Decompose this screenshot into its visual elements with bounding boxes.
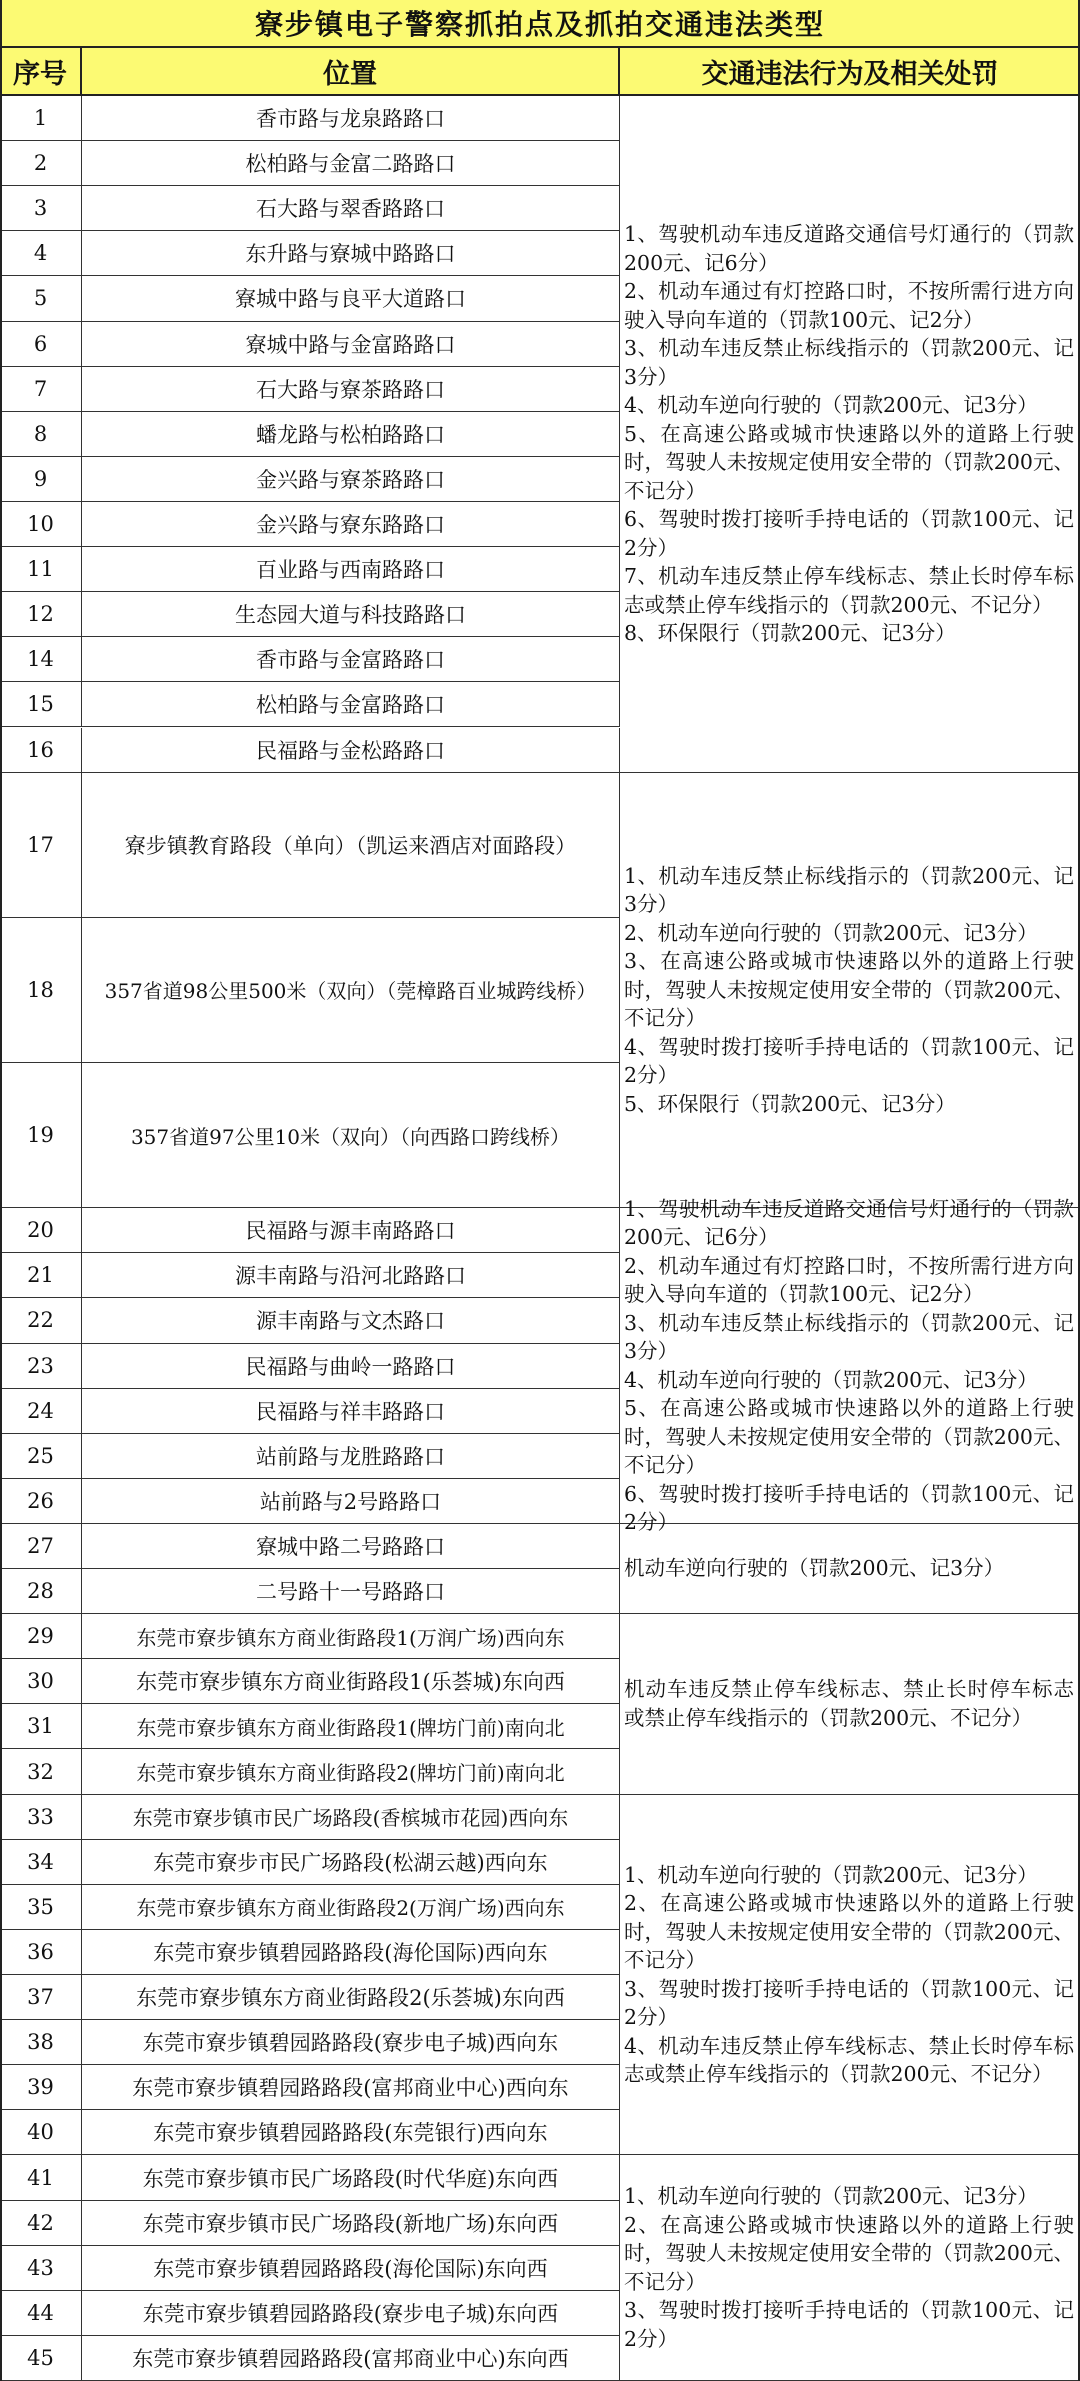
penalty-text: 1、机动车逆向行驶的（罚款200元、记3分） 2、在高速公路或城市快速路以外的道路上行驶时，驾驶人未按规定使用安全带的（罚款200元、不记分） 3、驾驶时拨打接听手持电话的（罚款100元、记2分） <box>624 2184 1074 2351</box>
row-number: 6 <box>0 322 82 367</box>
row-location: 石大路与寮茶路路口 <box>82 367 620 412</box>
header-violation: 交通违法行为及相关处罚 <box>620 48 1080 96</box>
row-number: 40 <box>0 2110 82 2155</box>
row-location: 站前路与龙胜路路口 <box>82 1434 620 1479</box>
row-location: 东莞市寮步镇东方商业街路段2(乐荟城)东向西 <box>82 1975 620 2020</box>
row-location: 东莞市寮步市民广场路段(松湖云越)西向东 <box>82 1840 620 1885</box>
row-number: 32 <box>0 1749 82 1794</box>
row-number: 29 <box>0 1614 82 1659</box>
penalty-group <box>620 96 1080 773</box>
row-location: 蟠龙路与松柏路路口 <box>82 412 620 457</box>
row-location: 民福路与祥丰路路口 <box>82 1389 620 1434</box>
row-location: 东莞市寮步镇市民广场路段(新地广场)东向西 <box>82 2201 620 2246</box>
row-location: 东莞市寮步镇市民广场路段(时代华庭)东向西 <box>82 2155 620 2200</box>
row-location: 二号路十一号路路口 <box>82 1569 620 1614</box>
row-number: 34 <box>0 1840 82 1885</box>
row-number: 36 <box>0 1930 82 1975</box>
row-number: 38 <box>0 2020 82 2065</box>
row-number: 8 <box>0 412 82 457</box>
row-number: 43 <box>0 2246 82 2291</box>
row-location: 寮城中路与金富路路口 <box>82 322 620 367</box>
penalty-text: 1、机动车逆向行驶的（罚款200元、记3分） 2、在高速公路或城市快速路以外的道路上行驶时，驾驶人未按规定使用安全带的（罚款200元、不记分） 3、驾驶时拨打接听手持电话的（罚款100元、记2分） 4、机动车违反禁止停车线标志、禁止长时停车标志或禁止停车线指示的（罚款200元、不记分） <box>624 1862 1074 2087</box>
row-location: 源丰南路与沿河北路路口 <box>82 1253 620 1298</box>
row-number: 7 <box>0 367 82 412</box>
row-number: 9 <box>0 457 82 502</box>
penalty-group <box>620 2155 1080 2381</box>
row-location: 百业路与西南路路口 <box>82 547 620 592</box>
row-location: 东莞市寮步镇碧园路路段(东莞银行)西向东 <box>82 2110 620 2155</box>
row-location: 金兴路与寮茶路路口 <box>82 457 620 502</box>
row-location: 民福路与金松路路口 <box>82 728 620 773</box>
table-border <box>0 0 2 2381</box>
row-location: 松柏路与金富二路路口 <box>82 141 620 186</box>
row-location: 东莞市寮步镇碧园路路段(寮步电子城)东向西 <box>82 2291 620 2336</box>
header-location: 位置 <box>82 48 620 96</box>
row-number: 25 <box>0 1434 82 1479</box>
row-number: 31 <box>0 1704 82 1749</box>
row-location: 东升路与寮城中路路口 <box>82 231 620 276</box>
row-location: 寮城中路二号路路口 <box>82 1524 620 1569</box>
row-number: 30 <box>0 1659 82 1704</box>
row-location: 寮城中路与良平大道路口 <box>82 276 620 321</box>
penalty-text: 机动车逆向行驶的（罚款200元、记3分） <box>624 1556 1005 1581</box>
row-location: 金兴路与寮东路路口 <box>82 502 620 547</box>
row-location: 东莞市寮步镇碧园路路段(寮步电子城)西向东 <box>82 2020 620 2065</box>
penalty-group <box>620 1795 1080 2156</box>
row-number: 28 <box>0 1569 82 1614</box>
row-number: 16 <box>0 728 82 773</box>
row-location: 民福路与曲岭一路路口 <box>82 1344 620 1389</box>
row-location: 东莞市寮步镇东方商业街路段2(牌坊门前)南向北 <box>82 1749 620 1794</box>
row-number: 12 <box>0 592 82 637</box>
row-number: 27 <box>0 1524 82 1569</box>
header-number: 序号 <box>0 48 82 96</box>
row-number: 42 <box>0 2201 82 2246</box>
penalty-text: 机动车违反禁止停车线标志、禁止长时停车标志或禁止停车线指示的（罚款200元、不记分） <box>624 1677 1074 1730</box>
row-number: 24 <box>0 1389 82 1434</box>
row-number: 1 <box>0 96 82 141</box>
row-number: 22 <box>0 1298 82 1343</box>
row-number: 37 <box>0 1975 82 2020</box>
row-number: 5 <box>0 276 82 321</box>
row-location: 东莞市寮步镇东方商业街路段1(乐荟城)东向西 <box>82 1659 620 1704</box>
penalty-group <box>620 1524 1080 1614</box>
row-number: 45 <box>0 2336 82 2381</box>
row-location: 东莞市寮步镇东方商业街路段1(万润广场)西向东 <box>82 1614 620 1659</box>
row-number: 4 <box>0 231 82 276</box>
penalty-group <box>620 1614 1080 1794</box>
row-number: 35 <box>0 1885 82 1930</box>
row-number: 14 <box>0 637 82 682</box>
penalty-group <box>620 1196 1080 1535</box>
row-number: 11 <box>0 547 82 592</box>
row-number: 33 <box>0 1795 82 1840</box>
row-number: 39 <box>0 2065 82 2110</box>
row-number: 18 <box>0 918 82 1063</box>
row-number: 19 <box>0 1063 82 1208</box>
row-number: 20 <box>0 1208 82 1253</box>
row-location: 源丰南路与文杰路口 <box>82 1298 620 1343</box>
row-number: 21 <box>0 1253 82 1298</box>
row-location: 东莞市寮步镇东方商业街路段2(万润广场)西向东 <box>82 1885 620 1930</box>
penalty-text: 1、驾驶机动车违反道路交通信号灯通行的（罚款200元、记6分） 2、机动车通过有灯控路口时，不按所需行进方向驶入导向车道的（罚款100元、记2分） 3、机动车违反禁止标线指示的（罚款200元、记3分） 4、机动车逆向行驶的（罚款200元、记3分） 5、在高速公路或城市快速路以外的道路上行驶时，驾驶人未按规定使用安全带的（罚款200元、不记分） 6、驾驶时拨打接听手持电话的（罚款100元、记2分） <box>624 1196 1074 1535</box>
row-location: 东莞市寮步镇碧园路路段(海伦国际)西向东 <box>82 1930 620 1975</box>
row-number: 23 <box>0 1344 82 1389</box>
row-location: 石大路与翠香路路口 <box>82 186 620 231</box>
row-number: 26 <box>0 1479 82 1524</box>
row-location: 东莞市寮步镇碧园路路段(富邦商业中心)西向东 <box>82 2065 620 2110</box>
table-title: 寮步镇电子警察抓拍点及抓拍交通违法类型 <box>0 0 1080 48</box>
row-number: 17 <box>0 773 82 918</box>
row-location: 香市路与金富路路口 <box>82 637 620 682</box>
row-location: 357省道97公里10米（双向）（向西路口跨线桥） <box>82 1063 620 1208</box>
row-location: 东莞市寮步镇市民广场路段(香槟城市花园)西向东 <box>82 1795 620 1840</box>
row-number: 44 <box>0 2291 82 2336</box>
row-location: 东莞市寮步镇碧园路路段(海伦国际)东向西 <box>82 2246 620 2291</box>
row-number: 2 <box>0 141 82 186</box>
row-location: 生态园大道与科技路路口 <box>82 592 620 637</box>
penalty-group <box>620 773 1080 1209</box>
row-location: 东莞市寮步镇碧园路路段(富邦商业中心)东向西 <box>82 2336 620 2381</box>
row-location: 民福路与源丰南路路口 <box>82 1208 620 1253</box>
row-location: 站前路与2号路路口 <box>82 1479 620 1524</box>
penalty-text: 1、机动车违反禁止标线指示的（罚款200元、记3分） 2、机动车逆向行驶的（罚款200元、记3分） 3、在高速公路或城市快速路以外的道路上行驶时，驾驶人未按规定使用安全带的（罚款200元、不记分） 4、驾驶时拨打接听手持电话的（罚款100元、记2分） 5、环保限行（罚款200元、记3分） <box>624 863 1074 1116</box>
row-location: 357省道98公里500米（双向）（莞樟路百业城跨线桥） <box>82 918 620 1063</box>
row-location: 香市路与龙泉路路口 <box>82 96 620 141</box>
row-number: 3 <box>0 186 82 231</box>
row-location: 东莞市寮步镇东方商业街路段1(牌坊门前)南向北 <box>82 1704 620 1749</box>
penalty-text: 1、驾驶机动车违反道路交通信号灯通行的（罚款200元、记6分） 2、机动车通过有灯控路口时，不按所需行进方向驶入导向车道的（罚款100元、记2分） 3、机动车违反禁止标线指示的（罚款200元、记3分） 4、机动车逆向行驶的（罚款200元、记3分） 5、在高速公路或城市快速路以外的道路上行驶时，驾驶人未按规定使用安全带的（罚款200元、不记分） 6、驾驶时拨打接听手持电话的（罚款100元、记2分） 7、机动车违反禁止停车线标志、禁止长时停车标志或禁止停车线指示的（罚款200元、不记分） 8、环保限行（罚款200元、记3分） <box>624 222 1074 646</box>
row-number: 15 <box>0 682 82 727</box>
row-location: 寮步镇教育路段（单向）（凯运来酒店对面路段） <box>82 773 620 918</box>
row-number: 10 <box>0 502 82 547</box>
row-number: 41 <box>0 2155 82 2200</box>
row-location: 松柏路与金富路路口 <box>82 682 620 727</box>
